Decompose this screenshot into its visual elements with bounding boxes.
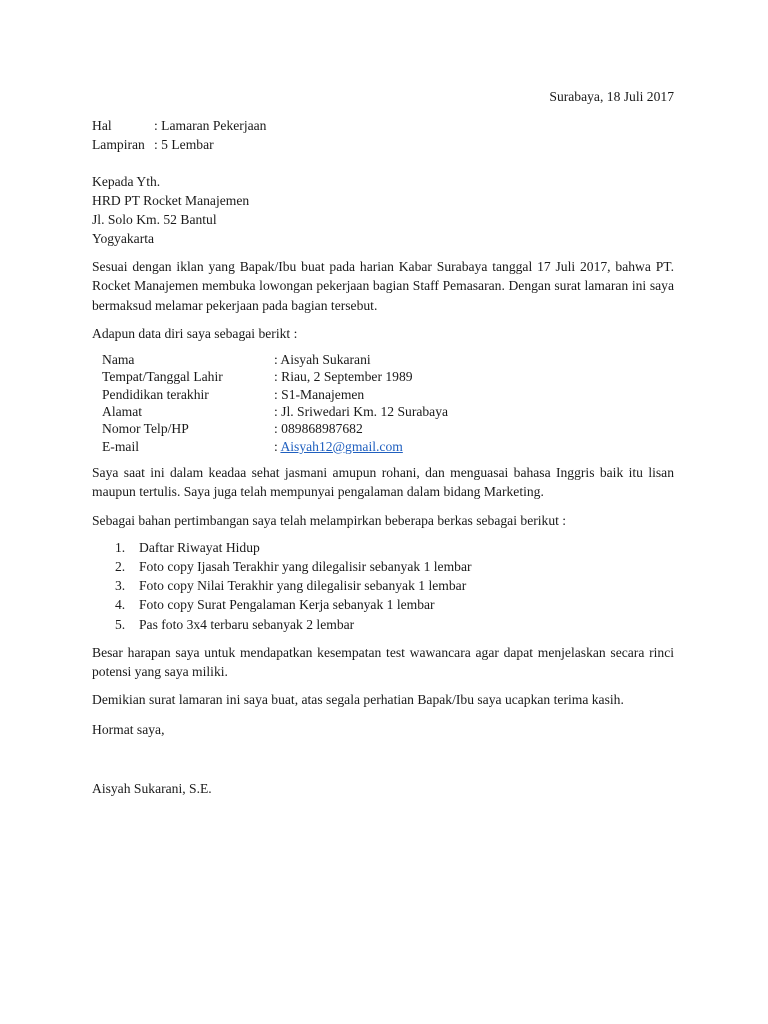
attachments-list bbox=[92, 538, 674, 634]
recipient-line: Jl. Solo Km. 52 Bantul bbox=[92, 212, 217, 227]
letter-date: Surabaya, 18 Juli 2017 bbox=[549, 89, 674, 104]
profile-label: Pendidikan terakhir bbox=[102, 386, 209, 402]
profile-value: : 089868987682 bbox=[274, 421, 363, 437]
list-number: 1. bbox=[115, 539, 126, 555]
profile-value: : Jl. Sriwedari Km. 12 Surabaya bbox=[274, 404, 449, 420]
meta-row-subject bbox=[92, 116, 674, 135]
profile-row-birth bbox=[102, 368, 674, 385]
profile-label: Alamat bbox=[102, 404, 143, 420]
email-prefix: : bbox=[274, 438, 281, 454]
profile-label: Nama bbox=[102, 352, 135, 368]
list-text: Foto copy Surat Pengalaman Kerja sebanyak 1 lembar bbox=[139, 597, 435, 613]
recipient-line: HRD PT Rocket Manajemen bbox=[92, 193, 250, 208]
meta-value: : Lamaran Pekerjaan bbox=[154, 118, 267, 133]
intro-paragraph: Sesuai dengan iklan yang Bapak/Ibu buat pada harian Kabar Surabaya tanggal 17 Juli 2017, bahwa PT. Rocket Manajemen membuka lowongan pekerjaan bagian Staff Pemasaran. Dengan surat lamaran ini saya bermaksud melamar pekerjaan pada bagian tersebut. bbox=[92, 259, 674, 313]
list-text: Foto copy Nilai Terakhir yang dilegalisir sebanyak 1 lembar bbox=[139, 578, 467, 594]
list-number: 2. bbox=[115, 559, 126, 575]
list-number: 4. bbox=[115, 597, 126, 613]
list-text: Daftar Riwayat Hidup bbox=[139, 539, 260, 555]
profile-row-education bbox=[102, 386, 674, 403]
signature-name: Aisyah Sukarani, S.E. bbox=[92, 780, 212, 796]
list-text: Foto copy Ijasah Terakhir yang dilegalisir sebanyak 1 lembar bbox=[139, 559, 472, 575]
profile-label: Nomor Telp/HP bbox=[102, 421, 189, 437]
profile-value: : Aisyah Sukarani bbox=[274, 352, 371, 368]
closing-salutation: Hormat saya, bbox=[92, 721, 165, 737]
profile-table bbox=[102, 351, 674, 455]
attachments-intro: Sebagai bahan pertimbangan saya telah melampirkan beberapa berkas sebagai berikut : bbox=[92, 512, 567, 528]
hope-paragraph: Besar harapan saya untuk mendapatkan kesempatan test wawancara agar dapat menjelaskan secara rinci potensi yang saya miliki. bbox=[92, 644, 674, 680]
letter-meta bbox=[92, 116, 674, 154]
thanks-paragraph: Demikian surat lamaran ini saya buat, atas segala perhatian Bapak/Ibu saya ucapkan terima kasih. bbox=[92, 692, 624, 708]
list-item bbox=[92, 538, 674, 557]
list-item bbox=[92, 576, 674, 595]
profile-label: E-mail bbox=[102, 438, 139, 454]
email-link[interactable]: Aisyah12@gmail.com bbox=[280, 438, 403, 454]
list-text: Pas foto 3x4 terbaru sebanyak 2 lembar bbox=[139, 616, 355, 632]
profile-row-phone bbox=[102, 420, 674, 437]
meta-label: Lampiran bbox=[92, 137, 145, 152]
list-item bbox=[92, 615, 674, 634]
meta-value: : 5 Lembar bbox=[154, 137, 214, 152]
profile-value bbox=[274, 438, 403, 455]
recipient-address bbox=[92, 172, 674, 248]
list-number: 3. bbox=[115, 578, 126, 594]
list-number: 5. bbox=[115, 616, 126, 632]
profile-row-email bbox=[102, 438, 674, 455]
profile-row-address bbox=[102, 403, 674, 420]
meta-label: Hal bbox=[92, 118, 112, 133]
list-item bbox=[92, 595, 674, 614]
health-paragraph: Saya saat ini dalam keadaa sehat jasmani amupun rohani, dan menguasai bahasa Inggris baik itu lisan maupun tertulis. Saya juga telah mempunyai pengalaman dalam bidang Marketing. bbox=[92, 464, 674, 500]
profile-intro: Adapun data diri saya sebagai berikt : bbox=[92, 325, 298, 341]
meta-row-attachment bbox=[92, 135, 674, 154]
profile-row-name bbox=[102, 351, 674, 368]
recipient-line: Kepada Yth. bbox=[92, 174, 161, 189]
profile-value: : Riau, 2 September 1989 bbox=[274, 369, 413, 385]
list-item bbox=[92, 557, 674, 576]
profile-value: : S1-Manajemen bbox=[274, 386, 365, 402]
profile-label: Tempat/Tanggal Lahir bbox=[102, 369, 223, 385]
letter-page bbox=[92, 87, 674, 798]
recipient-line: Yogyakarta bbox=[92, 231, 155, 246]
